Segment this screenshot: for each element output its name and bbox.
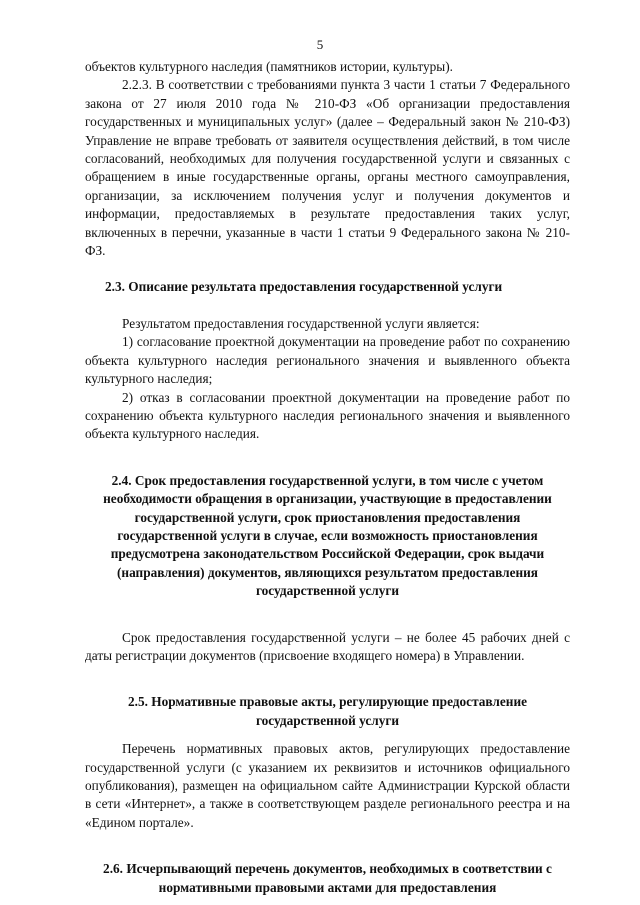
paragraph-result-item-1: 1) согласование проектной документации на проведение работ по сохранению объекта культурного наследия регионального значения и выявленного объекта культурного наследия; [85, 334, 570, 387]
page-number: 5 [316, 37, 324, 52]
paragraph-term: Срок предоставления государственной услуги – не более 45 рабочих дней с даты регистрации документов (присвоение входящего номера) в Управлении. [85, 629, 570, 663]
heading-2-6: 2.6. Исчерпывающий перечень документов, необходимых в соответствии с нормативными правовыми актами для предоставления [103, 861, 552, 895]
document-body [85, 58, 570, 897]
paragraph-2-2-3: 2.2.3. В соответствии с требованиями пункта 3 части 1 статьи 7 Федерального закона от 27 июля 2010 года № 210-ФЗ «Об организации предоставления государственных и муниципальных услуг» (далее – Федеральный закон № 210-ФЗ) Управление не вправе требовать от заявителя осуществления действий, в том числе согласований, необходимых для получения государственной услуги и связанных с обращением в иные государственные органы, органы местного самоуправления, организации, за исключением получения услуг и получения документов и информации, предоставляемых в результате предоставления таких услуг, включенных в перечни, указанные в части 1 статьи 9 Федерального закона № 210-ФЗ. [85, 77, 570, 259]
heading-2-3: 2.3. Описание результата предоставления государственной услуги [105, 279, 503, 295]
paragraph-legal-acts: Перечень нормативных правовых актов, регулирующих предоставление государственной услуги (с указанием их реквизитов и источников официального опубликования), размещен на официальном сайте Администрации Курской области в сети «Интернет», а также в соответствующем разделе регионального реестра и на «Едином портале». [85, 741, 570, 830]
paragraph-result-intro: Результатом предоставления государственной услуги является: [122, 315, 480, 331]
paragraph-continuation: объектов культурного наследия (памятников истории, культуры). [85, 59, 453, 74]
heading-2-4: 2.4. Срок предоставления государственной услуги, в том числе с учетом необходимости обращения в организации, участвующие в предоставлении государственной услуги, срок приостановления предоставления государственной услуги в случае, если возможность приостановления предусмотрена законодательством Российской Федерации, срок выдачи (направления) документов, являющихся результатом предоставления государственной услуги [103, 472, 552, 599]
heading-2-5: 2.5. Нормативные правовые акты, регулирующие предоставление государственной услуги [127, 694, 528, 728]
paragraph-result-item-2: 2) отказ в согласовании проектной документации на проведение работ по сохранению объекта культурного наследия регионального значения и выявленного объекта культурного наследия. [85, 389, 570, 442]
